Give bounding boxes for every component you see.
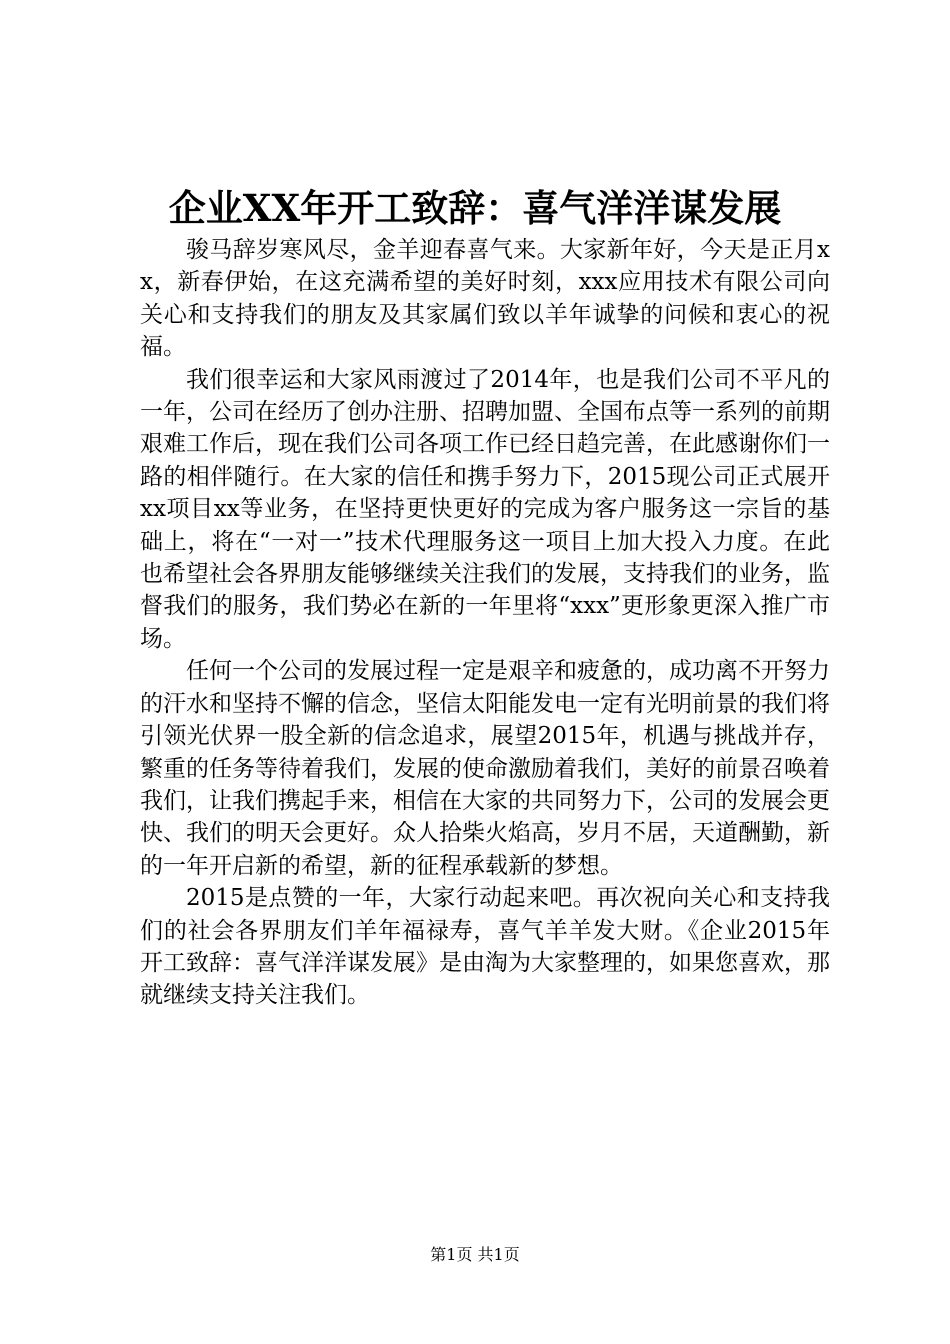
paragraph-1: 骏马辞岁寒风尽，金羊迎春喜气来。大家新年好，今天是正月xx，新春伊始，在这充满希望的美好时刻，xxx应用技术有限公司向关心和支持我们的朋友及其家属们致以羊年诚挚的问候和衷心的祝福。	[140, 237, 830, 361]
document-body	[140, 234, 830, 1012]
document-title: 企业XX年开工致辞：喜气洋洋谋发展	[168, 186, 782, 230]
page-number-footer: 第1页 共1页	[430, 1245, 520, 1264]
paragraph-4: 2015是点赞的一年，大家行动起来吧。再次祝向关心和支持我们的社会各界朋友们羊年福禄寿，喜气羊羊发大财。《企业2015年开工致辞：喜气洋洋谋发展》是由淘为大家整理的，如果您喜欢，那就继续支持关注我们。	[140, 885, 830, 1009]
paragraph-3: 任何一个公司的发展过程一定是艰辛和疲惫的，成功离不开努力的汗水和坚持不懈的信念，坚信太阳能发电一定有光明前景的我们将引领光伏界一股全新的信念追求，展望2015年，机遇与挑战并存，繁重的任务等待着我们，发展的使命激励着我们，美好的前景召唤着我们，让我们携起手来，相信在大家的共同努力下，公司的发展会更快、我们的明天会更好。众人拾柴火焰高，岁月不居，天道酬勤，新的一年开启新的希望，新的征程承载新的梦想。	[140, 658, 830, 879]
paragraph-2: 我们很幸运和大家风雨渡过了2014年，也是我们公司不平凡的一年，公司在经历了创办注册、招聘加盟、全国布点等一系列的前期艰难工作后，现在我们公司各项工作已经日趋完善，在此感谢你们一路的相伴随行。在大家的信任和携手努力下，2015现公司正式展开xx项目xx等业务，在坚持更快更好的完成为客户服务这一宗旨的基础上，将在“一对一”技术代理服务这一项目上加大投入力度。在此也希望社会各界朋友能够继续关注我们的发展，支持我们的业务，监督我们的服务，我们势必在新的一年里将“xxx”更形象更深入推广市场。	[140, 366, 830, 652]
